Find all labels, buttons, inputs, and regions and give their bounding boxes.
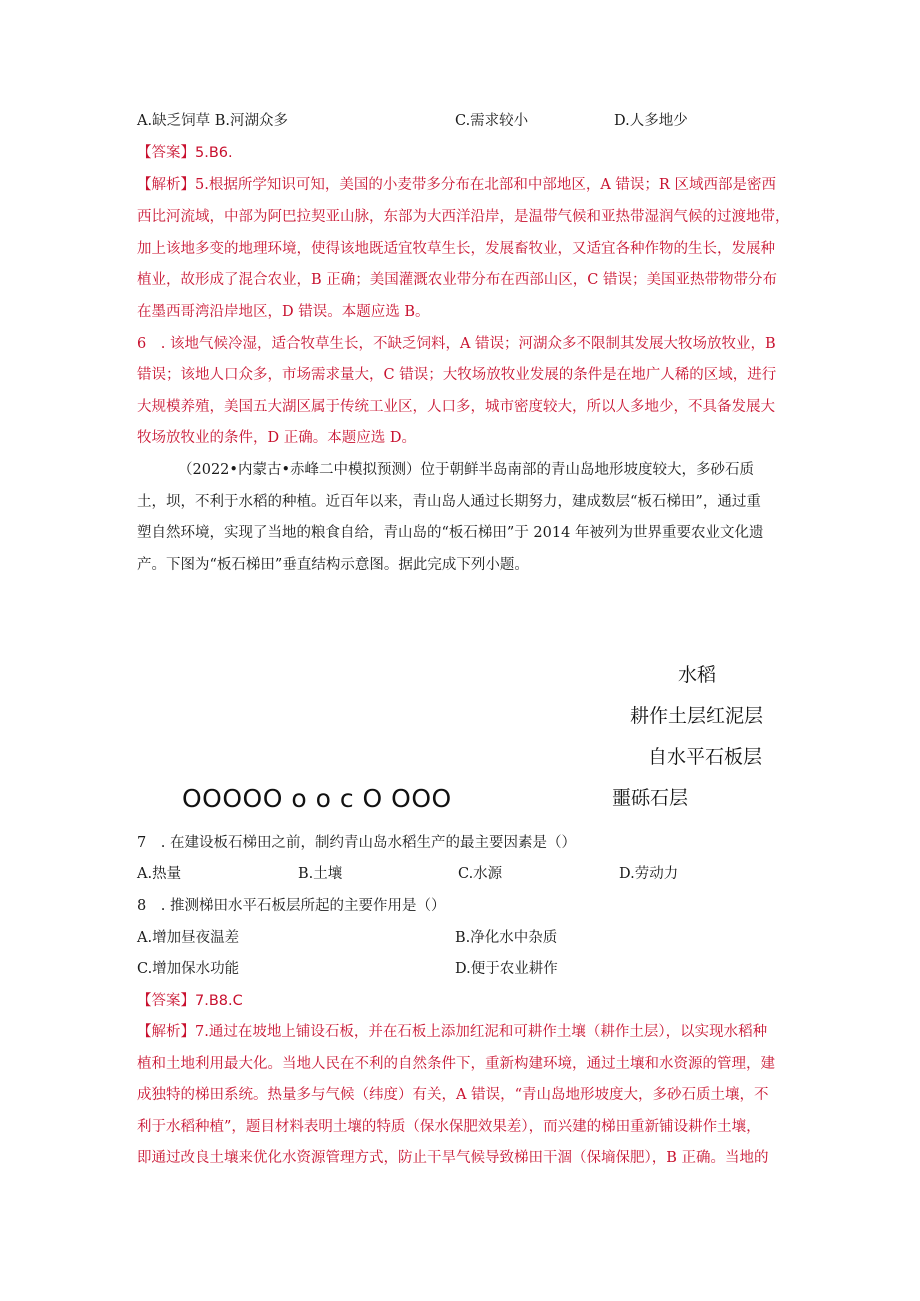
- analysis-line: 牧场放牧业的条件，D 正确。本题应选 D。: [137, 430, 416, 446]
- option-c: C.需求较小: [455, 113, 529, 129]
- q8-option-c: C.增加保水功能: [137, 961, 240, 977]
- answer-line: [137, 991, 243, 1011]
- analysis-line: 大规模养殖，美国五大湖区属于传统工业区，人口多，城市密度较大，所以人多地少，不具备发展大: [137, 399, 775, 415]
- answer-text: 5.B6.: [195, 145, 233, 161]
- option-d: D.人多地少: [614, 113, 688, 129]
- analysis-line: [137, 1022, 767, 1042]
- answer-tag: 【答案】: [137, 145, 195, 161]
- diagram-stones: OOOOO o o c O OOO: [182, 784, 452, 813]
- answer-tag: 【答案】: [137, 993, 195, 1009]
- analysis-line: 西比河流域，中部为阿巴拉契亚山脉，东部为大西洋沿岸，是温带气候和亚热带湿润气候的过渡地带，: [137, 209, 790, 225]
- answer-text: 7.B8.C: [195, 993, 243, 1009]
- passage-line: 塑自然环境，实现了当地的粮食自给，青山岛的“板石梯田”于 2014 年被列为世界重要农业文化遗: [137, 525, 764, 541]
- analysis-text: 7.通过在坡地上铺设石板，并在石板上添加红泥和可耕作土壤（耕作土层），以实现水稻种: [195, 1024, 768, 1040]
- analysis-line: 利于水稻种植”，题目材料表明土壤的特质（保水保肥效果差），而兴建的梯田重新铺设耕作土壤，: [137, 1119, 761, 1135]
- q7-stem: 7 . 在建设板石梯田之前，制约青山岛水稻生产的最主要因素是（）: [137, 835, 576, 851]
- analysis-text: 5.根据所学知识可知，美国的小麦带多分布在北部和中部地区，A 错误；R 区域西部是密西: [195, 177, 776, 193]
- passage-line: （2022•内蒙古•赤峰二中模拟预测）位于朝鲜半岛南部的青山岛地形坡度较大，多砂石质: [178, 462, 755, 478]
- analysis-line: 6 . 该地气候冷湿，适合牧草生长，不缺乏饲料，A 错误；河湖众多不限制其发展大牧场放牧业，B: [137, 336, 776, 352]
- diagram-label-slate-layer: 自水平石板层: [648, 746, 763, 768]
- q8-option-b: B.净化水中杂质: [455, 930, 558, 946]
- analysis-line: 在墨西哥湾沿岸地区，D 错误。本题应选 B。: [137, 304, 430, 320]
- analysis-tag: 【解析】: [137, 1024, 195, 1040]
- option-a-b: A.缺乏饲草 B.河湖众多: [137, 113, 288, 129]
- q8-option-d: D.便于农业耕作: [455, 961, 558, 977]
- passage-line: 产。下图为“板石梯田”垂直结构示意图。据此完成下列小题。: [137, 557, 529, 573]
- q7-option-a: A.热量: [137, 866, 182, 882]
- analysis-line: 成独特的梯田系统。热量多与气候（纬度）有关，A 错误，“青山岛地形坡度大，多砂石质土壤，不: [137, 1087, 769, 1103]
- analysis-tag: 【解析】: [137, 177, 195, 193]
- passage-line: 土，坝，不利于水稻的种植。近百年以来，青山岛人通过长期努力，建成数层“板石梯田”，通过重: [137, 494, 761, 510]
- q7-option-d: D.劳动力: [619, 866, 679, 882]
- diagram-label-tillage-layer: 耕作土层红泥层: [630, 705, 764, 727]
- diagram-label-rice: 水稻: [678, 664, 717, 686]
- analysis-line: 即通过改良土壤来优化水资源管理方式，防止干旱气候导致梯田干涸（保墒保肥），B 正确。当地的: [137, 1150, 769, 1166]
- analysis-line: 植和土地利用最大化。当地人民在不利的自然条件下，重新构建环境，通过土壤和水资源的管理，建: [137, 1056, 775, 1072]
- analysis-line: 错误；该地人口众多，市场需求量大，C 错误；大牧场放牧业发展的条件是在地广人稀的区域，进行: [137, 367, 777, 383]
- analysis-line: 加上该地多变的地理环境，使得该地既适宜牧草生长，发展畜牧业，又适宜各种作物的生长，发展种: [137, 241, 775, 257]
- q8-stem: 8 . 推测梯田水平石板层所起的主要作用是（）: [137, 898, 446, 914]
- q7-option-b: B.土壤: [298, 866, 343, 882]
- analysis-line: [137, 175, 776, 195]
- q7-option-c: C.水源: [458, 866, 503, 882]
- analysis-line: 植业，故形成了混合农业，B 正确；美国灌溉农业带分布在西部山区，C 错误；美国亚热带物带分布: [137, 272, 777, 288]
- answer-line: [137, 143, 233, 163]
- q8-option-a: A.增加昼夜温差: [137, 930, 240, 946]
- diagram-label-gravel-layer: 噩砾石层: [612, 787, 689, 809]
